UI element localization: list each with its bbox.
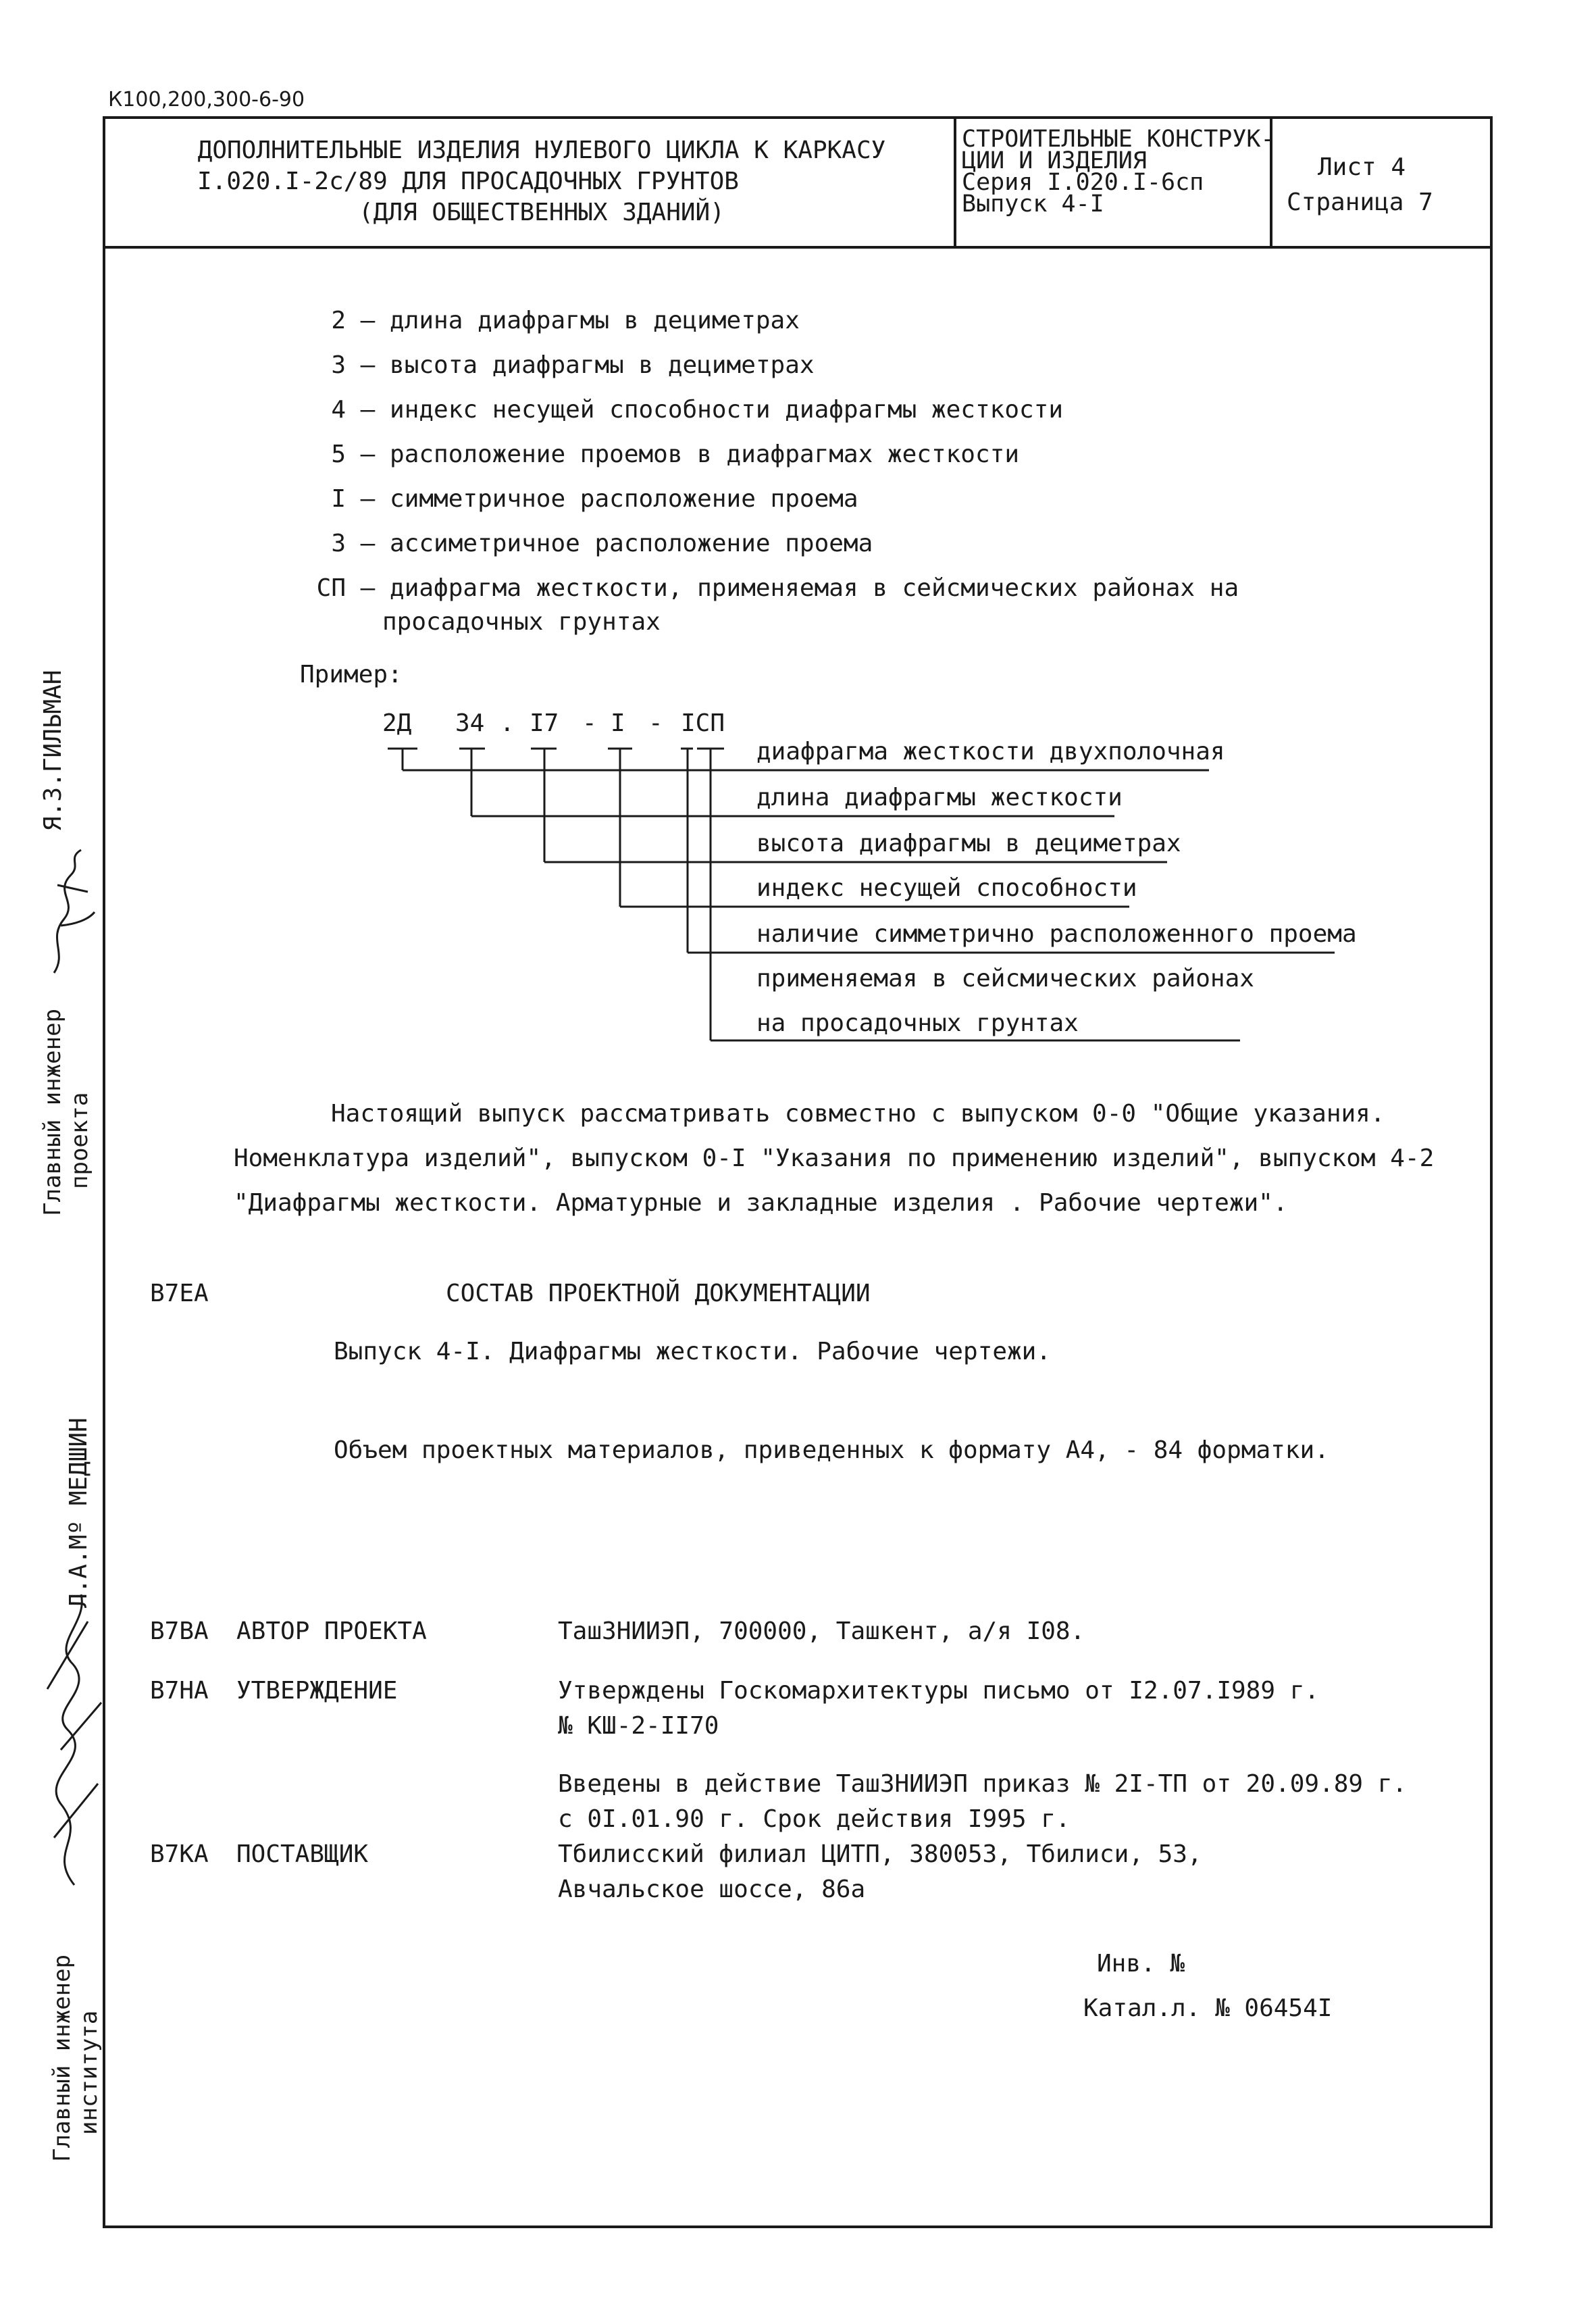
info-value: с 0I.01.90 г. Срок действия I995 г.: [558, 1805, 1071, 1833]
example-explanation: диафрагма жесткости двухполочная: [756, 738, 1225, 765]
legend-item: СП – диафрагма жесткости, применяемая в сейсмических районах на: [316, 574, 1239, 602]
composition-volume: Объем проектных материалов, приведенных к формату А4, - 84 форматки.: [334, 1436, 1329, 1464]
sheet-number: Лист 4: [1318, 153, 1406, 181]
example-explanation: высота диафрагмы в дециметрах: [756, 830, 1181, 857]
example-explanation: длина диафрагмы жесткости: [756, 784, 1123, 811]
info-code: В7НА: [150, 1677, 209, 1705]
info-label: ПОСТАВЩИК: [236, 1840, 369, 1868]
side-role-1-line-2: проекта: [66, 1092, 93, 1189]
example-code-part: 2Д: [382, 709, 412, 737]
signature-2: [34, 1581, 108, 1892]
example-explanation: наличие симметрично расположенного проема: [756, 920, 1357, 948]
signature-1: [41, 845, 101, 980]
info-value: Утверждены Госкомархитектуры письмо от I2.07.I989 г.: [558, 1677, 1320, 1705]
example-code-part: .: [500, 709, 515, 737]
inventory-number: Инв. №: [1097, 1950, 1185, 1978]
example-label: Пример:: [300, 661, 403, 688]
header-title-line-3: (ДЛЯ ОБЩЕСТВЕННЫХ ЗДАНИЙ): [359, 199, 725, 226]
info-value: Тбилисский филиал ЦИТП, 380053, Тбилиси, 53,: [558, 1840, 1202, 1868]
info-label: УТВЕРЖДЕНИЕ: [236, 1677, 398, 1705]
legend-item: 4 – индекс несущей способности диафрагмы жесткости: [331, 396, 1064, 424]
document-code: К100,200,300-6-90: [108, 88, 305, 111]
info-value: Введены в действие ТашЗНИИЭП приказ № 2I-ТП от 20.09.89 г.: [558, 1770, 1408, 1798]
header-title-line-1: ДОПОЛНИТЕЛЬНЫЕ ИЗДЕЛИЯ НУЛЕВОГО ЦИКЛА К КАРКАСУ: [197, 136, 886, 164]
example-code-part: I7: [530, 709, 559, 737]
side-role-1: [39, 1009, 93, 1216]
example-explanation: индекс несущей способности: [756, 874, 1137, 902]
example-code-part: -: [582, 709, 597, 737]
legend-item: 3 – ассиметричное расположение проема: [331, 530, 873, 557]
page-number: Страница 7: [1287, 188, 1433, 216]
composition-title: СОСТАВ ПРОЕКТНОЙ ДОКУМЕНТАЦИИ: [446, 1280, 871, 1307]
info-value: Авчальское шоссе, 86а: [558, 1876, 866, 1903]
side-role-2-line-1: Главный инженер: [49, 1954, 76, 2162]
header-title-line-2: I.020.I-2с/89 ДЛЯ ПРОСАДОЧНЫХ ГРУНТОВ: [197, 168, 739, 195]
catalog-number: Катал.л. № 06454I: [1083, 1994, 1333, 2022]
example-code-part: 34: [455, 709, 485, 737]
series-line-3: Серия I.020.I-6сп: [962, 169, 1204, 196]
paragraph-line-3: "Диафрагмы жесткости. Арматурные и закладные изделия . Рабочие чертежи".: [234, 1189, 1288, 1217]
info-code: В7ВА: [150, 1617, 209, 1645]
composition-code: В7ЕА: [150, 1280, 209, 1307]
side-name-2: Л.А.Мº МЕДШИН: [65, 1417, 93, 1608]
example-explanation: на просадочных грунтах: [756, 1009, 1079, 1037]
info-value: № КШ-2-II70: [558, 1712, 719, 1740]
paragraph-line-1: Настоящий выпуск рассматривать совместно с выпуском 0-0 "Общие указания.: [331, 1100, 1385, 1128]
info-value: ТашЗНИИЭП, 700000, Ташкент, а/я I08.: [558, 1617, 1085, 1645]
example-explanation: применяемая в сейсмических районах: [756, 965, 1254, 992]
legend-item: 3 – высота диафрагмы в дециметрах: [331, 351, 815, 379]
side-role-2-line-2: института: [76, 2010, 103, 2135]
info-code: В7КА: [150, 1840, 209, 1868]
legend-item: просадочных грунтах: [382, 608, 661, 636]
series-line-4: Выпуск 4-I: [962, 191, 1104, 218]
side-role-2: [49, 1955, 103, 2162]
side-role-1-line-1: Главный инженер: [39, 1008, 66, 1216]
example-code-part: -: [648, 709, 663, 737]
side-name-1: Я.З.ГИЛЬМАН: [39, 670, 67, 831]
series-line-1: СТРОИТЕЛЬНЫЕ КОНСТРУК-: [962, 126, 1275, 153]
legend-item: 5 – расположение проемов в диафрагмах жесткости: [331, 441, 1020, 468]
example-code-part: IСП: [681, 709, 725, 737]
legend-item: I – симметричное расположение проема: [331, 485, 858, 513]
series-line-2: ЦИИ И ИЗДЕЛИЯ: [962, 147, 1147, 174]
info-label: АВТОР ПРОЕКТА: [236, 1617, 427, 1645]
composition-issue: Выпуск 4-I. Диафрагмы жесткости. Рабочие чертежи.: [334, 1338, 1052, 1365]
legend-item: 2 – длина диафрагмы в дециметрах: [331, 307, 800, 334]
example-code-part: I: [611, 709, 625, 737]
paragraph-line-2: Номенклатура изделий", выпуском 0-I "Указания по применению изделий", выпуском 4-2: [234, 1145, 1435, 1172]
